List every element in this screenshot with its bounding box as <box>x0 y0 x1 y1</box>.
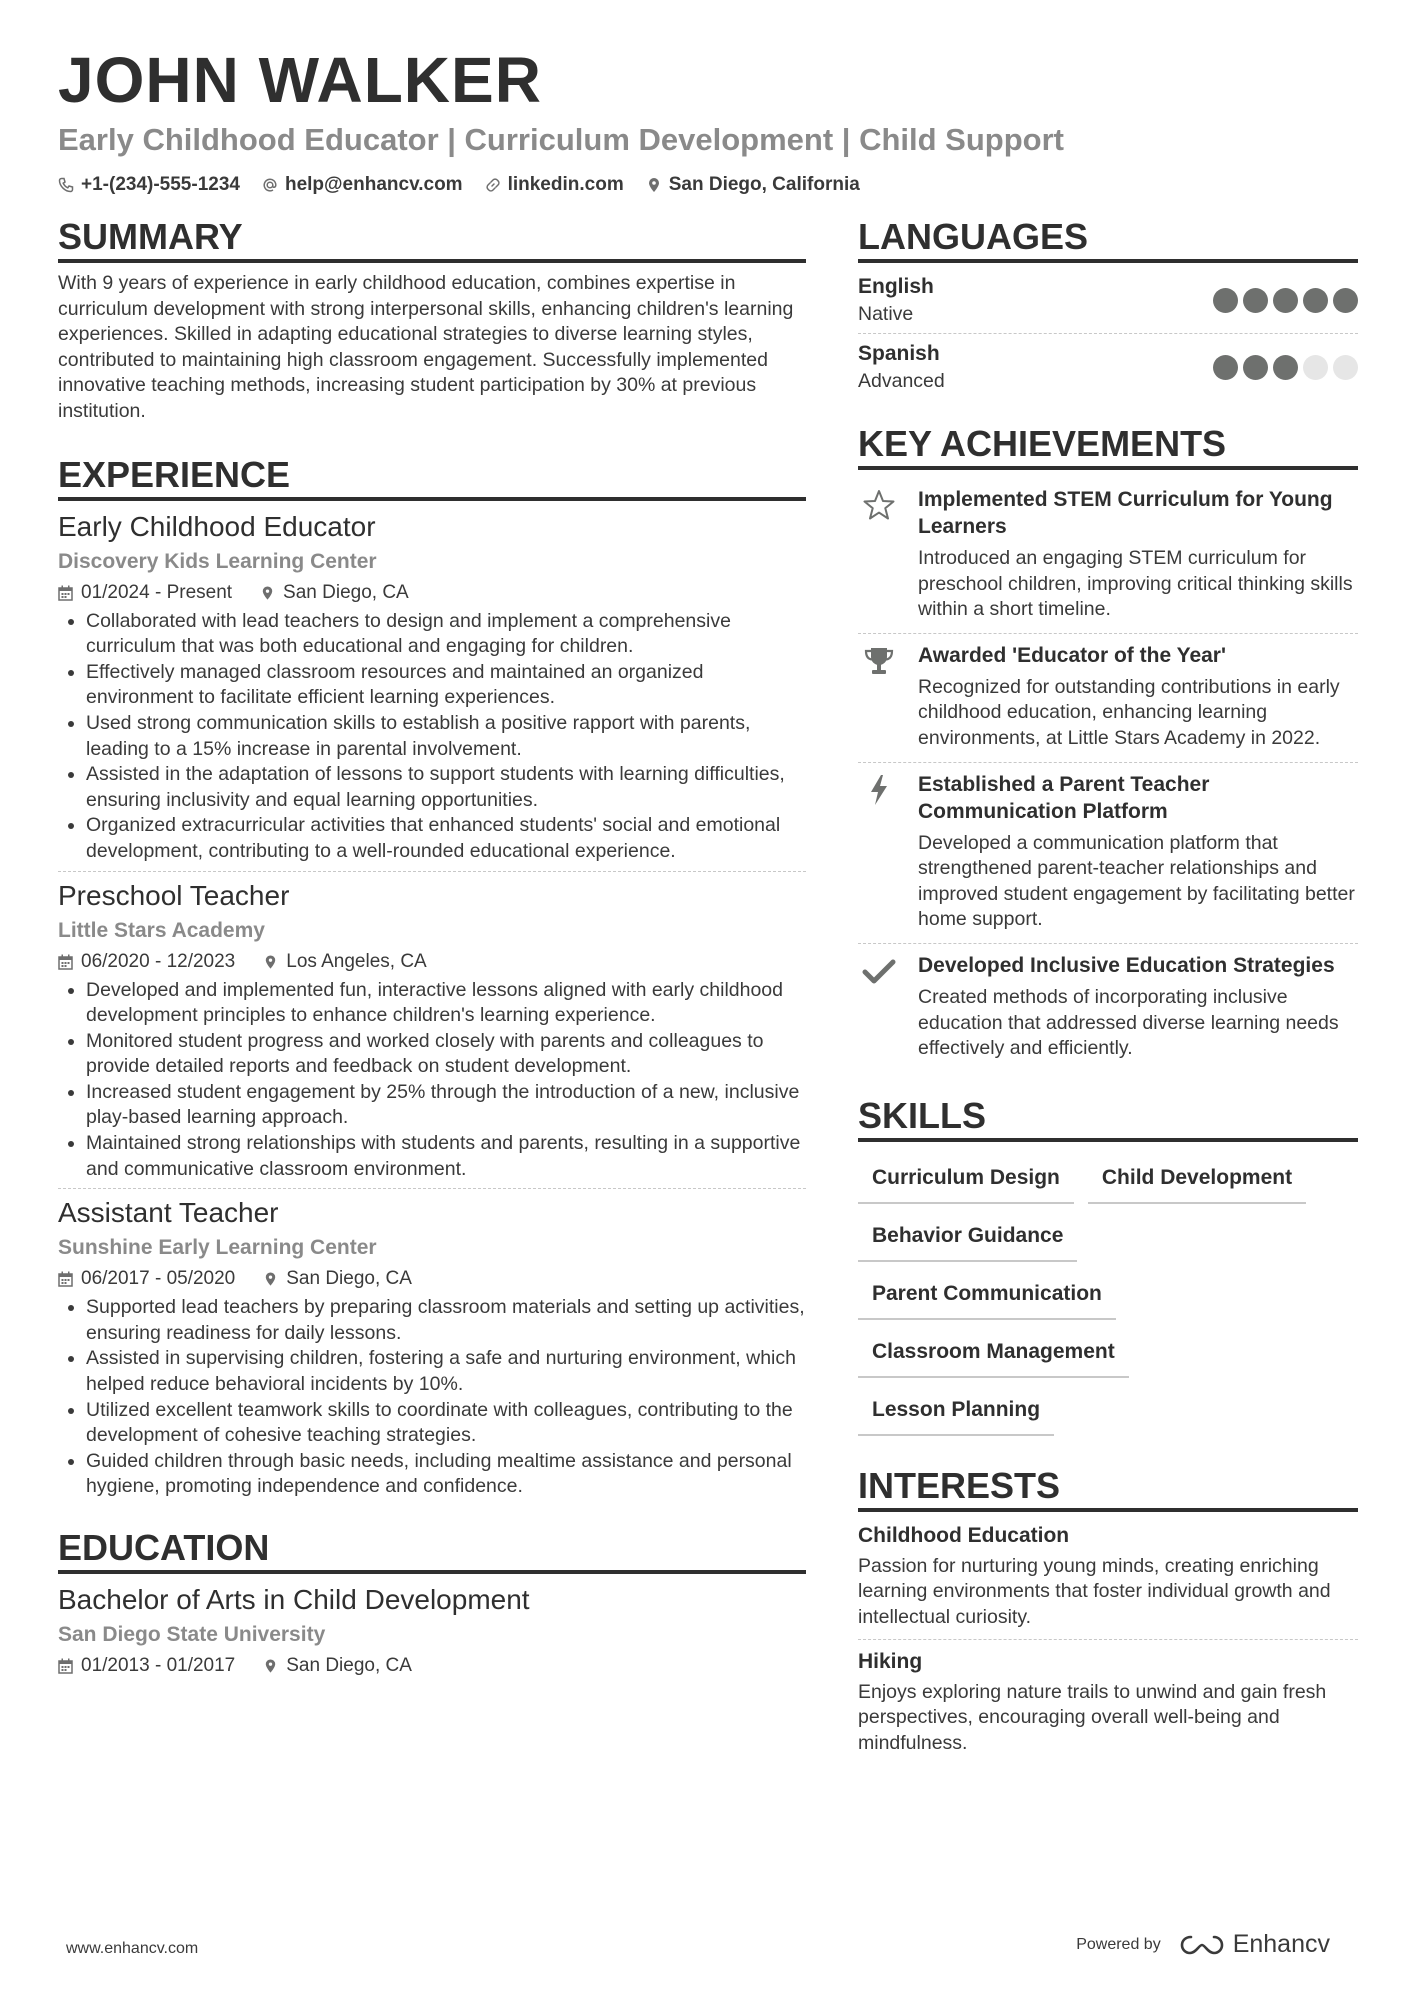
bullet-item: • Monitored student progress and worked closely with parents and colleagues to provide detailed reports and feedback on student development. <box>86 1029 806 1080</box>
job-meta <box>58 948 806 976</box>
job-meta <box>58 579 806 607</box>
achievement-desc: Created methods of incorporating inclusive education that addressed diverse learning needs effectively and efficiently. <box>918 985 1339 1060</box>
lightning-icon <box>862 773 896 807</box>
left-column <box>58 215 806 1686</box>
location-pin-icon <box>263 1658 278 1674</box>
company-name: Sunshine Early Learning Center <box>58 1236 377 1260</box>
education-dates: 01/2013 - 01/2017 <box>81 1655 236 1676</box>
bullet-item: • Organized extracurricular activities that enhanced students' social and emotional development, contributing to a well-rounded educational experience. <box>86 813 806 864</box>
contact-location <box>646 174 860 196</box>
rating-dot-empty <box>1333 355 1358 380</box>
bullet-item: • Increased student engagement by 25% through the introduction of a new, inclusive play-based learning approach. <box>86 1080 806 1131</box>
location-pin-icon <box>646 177 662 193</box>
skills-section <box>858 1094 1358 1436</box>
company-name: Little Stars Academy <box>58 918 265 942</box>
interest-desc: Passion for nurturing young minds, creating enriching learning environments that foster individual growth and intellectual curiosity. <box>858 1554 1331 1628</box>
languages-section <box>858 215 1358 400</box>
headline: Early Childhood Educator | Curriculum Development | Child Support <box>58 122 1064 157</box>
language-name: Spanish <box>858 342 940 365</box>
job-title: Assistant Teacher <box>58 1197 279 1229</box>
bullet-item: • Collaborated with lead teachers to design and implement a comprehensive curriculum that was both educational and engaging for children. <box>86 609 806 660</box>
skills-title: SKILLS <box>858 1094 1358 1142</box>
rating-dot-filled <box>1273 355 1298 380</box>
job-dates: 06/2017 - 05/2020 <box>81 1268 236 1290</box>
company-name: Discovery Kids Learning Center <box>58 549 377 573</box>
bullet-item: • Used strong communication skills to establish a positive rapport with parents, leading to a 15% increase in parental involvement. <box>86 711 806 762</box>
brand-logo[interactable] <box>1179 1930 1330 1959</box>
education-meta <box>58 1652 806 1680</box>
skill-tag: Child Development <box>1088 1156 1306 1204</box>
interest-title: Childhood Education <box>858 1523 1070 1547</box>
job-bullets <box>58 978 806 1183</box>
achievement-item <box>858 478 1358 633</box>
job-title: Preschool Teacher <box>58 879 290 911</box>
bullet-item: • Guided children through basic needs, including mealtime assistance and personal hygiene, promoting independence and confidence. <box>86 1449 806 1500</box>
calendar-icon <box>58 1658 73 1674</box>
education-entry <box>58 1582 806 1686</box>
rating-dot-empty <box>1303 355 1328 380</box>
language-item <box>858 333 1358 400</box>
achievement-item <box>858 762 1358 943</box>
link-icon <box>485 177 501 193</box>
rating-dot-filled <box>1243 288 1268 313</box>
bullet-item: • Supported lead teachers by preparing classroom materials and setting up activities, ensuring readiness for daily lessons. <box>86 1295 806 1346</box>
education-location: San Diego, CA <box>286 1655 412 1676</box>
location-pin-icon <box>260 585 275 601</box>
summary-title: SUMMARY <box>58 215 806 263</box>
resume-header <box>58 40 1358 196</box>
trophy-icon <box>862 644 896 678</box>
skill-tag: Classroom Management <box>858 1330 1129 1378</box>
job-title: Early Childhood Educator <box>58 510 376 542</box>
job-dates: 06/2020 - 12/2023 <box>81 950 236 972</box>
achievement-desc: Recognized for outstanding contributions in early childhood education, enhancing learning environments, at Little Stars Academy in 2022. <box>918 675 1340 749</box>
rating-dot-filled <box>1243 355 1268 380</box>
enhancv-logo-icon <box>1179 1933 1225 1957</box>
phone-text: +1-(234)-555-1234 <box>81 174 240 195</box>
skills-list <box>858 1150 1358 1436</box>
achievement-item <box>858 943 1358 1072</box>
rating-dot-filled <box>1303 288 1328 313</box>
education-section <box>58 1526 806 1686</box>
language-level: Native <box>858 303 914 325</box>
rating-dot-filled <box>1213 355 1238 380</box>
linkedin-text: linkedin.com <box>507 174 624 195</box>
skill-tag: Curriculum Design <box>858 1156 1074 1204</box>
job-location: San Diego, CA <box>286 1268 412 1290</box>
interest-desc: Enjoys exploring nature trails to unwind and gain fresh perspectives, encouraging overall well-being and mindfulness. <box>858 1680 1327 1754</box>
skill-tag: Lesson Planning <box>858 1388 1054 1436</box>
location-text: San Diego, California <box>668 174 860 195</box>
powered-by-label: Powered by <box>1076 1935 1161 1953</box>
contact-linkedin[interactable] <box>485 174 624 196</box>
interests-title: INTERESTS <box>858 1464 1358 1512</box>
achievement-desc: Introduced an engaging STEM curriculum for preschool children, improving critical thinking skills within a short timeline. <box>918 547 1353 621</box>
bullet-item: • Developed and implemented fun, interactive lessons aligned with early childhood development principles to enhance children's learning experience. <box>86 978 806 1029</box>
calendar-icon <box>58 585 73 601</box>
achievement-item <box>858 633 1358 762</box>
achievement-title: Implemented STEM Curriculum for Young Learners <box>918 488 1333 538</box>
degree-title: Bachelor of Arts in Child Development <box>58 1584 530 1615</box>
email-text: help@enhancv.com <box>284 174 463 195</box>
contact-email[interactable] <box>262 174 463 196</box>
location-pin-icon <box>263 1271 278 1287</box>
interest-item <box>858 1520 1358 1639</box>
job-bullets <box>58 1295 806 1500</box>
location-pin-icon <box>263 954 278 970</box>
experience-title: EXPERIENCE <box>58 453 806 501</box>
bullet-item: • Assisted in the adaptation of lessons to support students with learning difficulties, ensuring inclusivity and equal learning opportunities. <box>86 762 806 813</box>
contact-bar <box>58 174 1358 196</box>
job-bullets <box>58 609 806 865</box>
job-location: San Diego, CA <box>283 581 409 603</box>
checkmark-icon <box>862 954 896 988</box>
rating-dot-filled <box>1273 288 1298 313</box>
bullet-item: • Effectively managed classroom resources and maintained an organized environment to facilitate efficient learning experiences. <box>86 660 806 711</box>
interest-item <box>858 1639 1358 1765</box>
footer-website[interactable]: www.enhancv.com <box>66 1940 199 1957</box>
job-location: Los Angeles, CA <box>286 950 427 972</box>
achievement-title: Established a Parent Teacher Communication Platform <box>918 772 1210 823</box>
calendar-icon <box>58 954 73 970</box>
contact-phone[interactable] <box>58 174 240 196</box>
achievements-section <box>858 422 1358 1072</box>
bullet-item: • Maintained strong relationships with students and parents, resulting in a supportive and communicative classroom environment. <box>86 1131 806 1182</box>
education-title: EDUCATION <box>58 1526 806 1574</box>
language-rating <box>1213 355 1358 380</box>
calendar-icon <box>58 1271 73 1287</box>
summary-section <box>58 215 806 425</box>
experience-section <box>58 453 806 1506</box>
bullet-item: • Utilized excellent teamwork skills to coordinate with colleagues, contributing to the development of cohesive teaching strategies. <box>86 1398 806 1449</box>
brand-name: Enhancv <box>1232 1930 1330 1958</box>
job-meta <box>58 1265 806 1293</box>
rating-dot-filled <box>1213 288 1238 313</box>
rating-dot-filled <box>1333 288 1358 313</box>
achievement-title: Developed Inclusive Education Strategies <box>918 953 1335 977</box>
interest-title: Hiking <box>858 1649 923 1673</box>
candidate-name: JOHN WALKER <box>58 44 542 116</box>
summary-text: With 9 years of experience in early childhood education, combines expertise in curriculum development with strong interpersonal skills, enhancing children's learning experiences. Skilled in adapting educational strategies to diverse learning styles, contributed to maintaining high classroom engagement. Successfully implemented innovative teaching methods, increasing student participation by 30% at previous institution. <box>58 272 794 422</box>
language-item <box>858 271 1358 333</box>
school-name: San Diego State University <box>58 1623 326 1646</box>
job-dates: 01/2024 - Present <box>81 581 233 603</box>
interests-section <box>858 1464 1358 1765</box>
achievement-title: Awarded 'Educator of the Year' <box>918 643 1226 667</box>
job-entry <box>58 509 806 871</box>
achievements-title: KEY ACHIEVEMENTS <box>858 422 1358 470</box>
bullet-item: • Assisted in supervising children, fostering a safe and nurturing environment, which helped reduce behavioral incidents by 10%. <box>86 1346 806 1397</box>
language-rating <box>1213 288 1358 313</box>
phone-icon <box>58 177 74 193</box>
skill-tag: Parent Communication <box>858 1272 1116 1320</box>
footer-branding <box>1076 1930 1330 1959</box>
right-column <box>858 215 1358 1764</box>
job-entry <box>58 1188 806 1506</box>
language-level: Advanced <box>858 370 945 392</box>
star-icon <box>862 488 896 522</box>
achievement-desc: Developed a communication platform that strengthened parent-teacher relationships and improved student engagement by facilitating better home support. <box>918 831 1355 931</box>
languages-title: LANGUAGES <box>858 215 1358 263</box>
language-name: English <box>858 275 934 298</box>
job-entry <box>58 871 806 1189</box>
skill-tag: Behavior Guidance <box>858 1214 1077 1262</box>
at-icon <box>262 177 278 193</box>
